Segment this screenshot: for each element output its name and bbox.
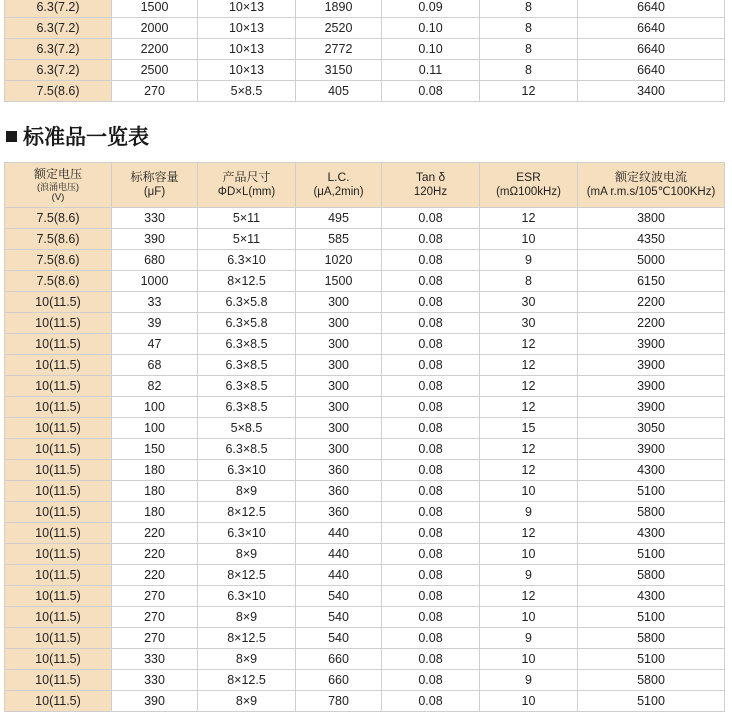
esr-cell: 8 [480, 39, 578, 60]
ripple-cell: 3900 [578, 334, 725, 355]
lc-cell: 540 [296, 586, 382, 607]
lc-cell: 1020 [296, 250, 382, 271]
section-title-text: 标准品一览表 [23, 126, 149, 149]
esr-cell: 8 [480, 60, 578, 81]
esr-cell: 8 [480, 0, 578, 18]
size-cell: 6.3×8.5 [198, 355, 296, 376]
voltage-cell: 10(11.5) [5, 313, 112, 334]
size-cell: 8×12.5 [198, 502, 296, 523]
size-cell: 5×8.5 [198, 81, 296, 102]
table-row [5, 649, 725, 670]
capacitance-cell: 33 [112, 292, 198, 313]
size-cell: 8×9 [198, 481, 296, 502]
voltage-cell: 7.5(8.6) [5, 208, 112, 229]
lc-cell: 2520 [296, 18, 382, 39]
tan-cell: 0.08 [382, 355, 480, 376]
lc-cell: 495 [296, 208, 382, 229]
voltage-cell: 7.5(8.6) [5, 271, 112, 292]
lc-cell: 300 [296, 418, 382, 439]
tan-cell: 0.08 [382, 229, 480, 250]
lc-cell: 440 [296, 544, 382, 565]
lc-cell: 440 [296, 565, 382, 586]
capacitance-cell: 180 [112, 502, 198, 523]
size-cell: 6.3×8.5 [198, 397, 296, 418]
size-cell: 6.3×5.8 [198, 292, 296, 313]
table-row [5, 229, 725, 250]
table-row [5, 292, 725, 313]
capacitance-cell: 2500 [112, 60, 198, 81]
capacitance-cell: 220 [112, 523, 198, 544]
ripple-cell: 3900 [578, 397, 725, 418]
voltage-cell: 10(11.5) [5, 481, 112, 502]
tan-cell: 0.08 [382, 670, 480, 691]
esr-cell: 12 [480, 355, 578, 376]
table-row [5, 18, 725, 39]
header-tan: Tan δ 120Hz [382, 163, 480, 208]
capacitance-cell: 180 [112, 481, 198, 502]
size-cell: 5×11 [198, 208, 296, 229]
tan-cell: 0.08 [382, 208, 480, 229]
bullet-square-icon [6, 131, 17, 142]
tan-cell: 0.11 [382, 60, 480, 81]
table-row [5, 523, 725, 544]
ripple-cell: 4300 [578, 586, 725, 607]
lc-cell: 360 [296, 481, 382, 502]
table-row [5, 250, 725, 271]
table-row [5, 586, 725, 607]
ripple-cell: 3900 [578, 355, 725, 376]
esr-cell: 8 [480, 271, 578, 292]
voltage-cell: 10(11.5) [5, 544, 112, 565]
capacitance-cell: 330 [112, 670, 198, 691]
lc-cell: 540 [296, 607, 382, 628]
ripple-cell: 5800 [578, 670, 725, 691]
ripple-cell: 6150 [578, 271, 725, 292]
capacitance-cell: 1500 [112, 0, 198, 18]
voltage-cell: 6.3(7.2) [5, 60, 112, 81]
ripple-cell: 5800 [578, 628, 725, 649]
voltage-cell: 10(11.5) [5, 523, 112, 544]
size-cell: 6.3×10 [198, 460, 296, 481]
tan-cell: 0.08 [382, 481, 480, 502]
table-row [5, 355, 725, 376]
table-row [5, 376, 725, 397]
table-row [5, 691, 725, 712]
esr-cell: 10 [480, 229, 578, 250]
capacitance-cell: 270 [112, 586, 198, 607]
table-row [5, 334, 725, 355]
ripple-cell: 6640 [578, 60, 725, 81]
esr-cell: 12 [480, 439, 578, 460]
ripple-cell: 5100 [578, 649, 725, 670]
tan-cell: 0.08 [382, 313, 480, 334]
size-cell: 5×11 [198, 229, 296, 250]
capacitance-cell: 220 [112, 565, 198, 586]
capacitance-cell: 82 [112, 376, 198, 397]
header-size: 产品尺寸 ΦD×L(mm) [198, 163, 296, 208]
lc-cell: 300 [296, 292, 382, 313]
capacitance-cell: 270 [112, 81, 198, 102]
ripple-cell: 2200 [578, 292, 725, 313]
lc-cell: 300 [296, 397, 382, 418]
voltage-cell: 10(11.5) [5, 565, 112, 586]
capacitance-cell: 680 [112, 250, 198, 271]
capacitance-cell: 270 [112, 628, 198, 649]
table-row [5, 81, 725, 102]
table-row [5, 418, 725, 439]
ripple-cell: 5800 [578, 502, 725, 523]
size-cell: 6.3×8.5 [198, 334, 296, 355]
ripple-cell: 3050 [578, 418, 725, 439]
capacitance-cell: 150 [112, 439, 198, 460]
size-cell: 6.3×8.5 [198, 439, 296, 460]
table-row [5, 208, 725, 229]
esr-cell: 10 [480, 691, 578, 712]
tan-cell: 0.08 [382, 334, 480, 355]
esr-cell: 30 [480, 292, 578, 313]
esr-cell: 12 [480, 208, 578, 229]
voltage-cell: 7.5(8.6) [5, 229, 112, 250]
lc-cell: 2772 [296, 39, 382, 60]
ripple-cell: 5100 [578, 691, 725, 712]
tan-cell: 0.08 [382, 691, 480, 712]
table-row [5, 628, 725, 649]
esr-cell: 30 [480, 313, 578, 334]
lc-cell: 405 [296, 81, 382, 102]
table-row [5, 502, 725, 523]
lc-cell: 585 [296, 229, 382, 250]
size-cell: 6.3×10 [198, 523, 296, 544]
table-row [5, 0, 725, 18]
tan-cell: 0.08 [382, 586, 480, 607]
lc-cell: 1890 [296, 0, 382, 18]
capacitance-cell: 390 [112, 691, 198, 712]
ripple-cell: 6640 [578, 39, 725, 60]
capacitance-cell: 390 [112, 229, 198, 250]
tan-cell: 0.08 [382, 439, 480, 460]
table-row [5, 397, 725, 418]
voltage-cell: 10(11.5) [5, 691, 112, 712]
table-row [5, 439, 725, 460]
esr-cell: 9 [480, 250, 578, 271]
capacitance-cell: 2000 [112, 18, 198, 39]
lc-cell: 300 [296, 439, 382, 460]
esr-cell: 10 [480, 481, 578, 502]
voltage-cell: 10(11.5) [5, 376, 112, 397]
esr-cell: 8 [480, 18, 578, 39]
lc-cell: 780 [296, 691, 382, 712]
capacitance-cell: 100 [112, 418, 198, 439]
esr-cell: 9 [480, 565, 578, 586]
size-cell: 8×9 [198, 649, 296, 670]
voltage-cell: 10(11.5) [5, 439, 112, 460]
voltage-cell: 10(11.5) [5, 334, 112, 355]
tan-cell: 0.08 [382, 523, 480, 544]
ripple-cell: 6640 [578, 18, 725, 39]
capacitance-cell: 270 [112, 607, 198, 628]
voltage-cell: 10(11.5) [5, 670, 112, 691]
tan-cell: 0.08 [382, 565, 480, 586]
esr-cell: 15 [480, 418, 578, 439]
table-row [5, 670, 725, 691]
tan-cell: 0.09 [382, 0, 480, 18]
lc-cell: 300 [296, 313, 382, 334]
capacitance-cell: 47 [112, 334, 198, 355]
table-row [5, 60, 725, 81]
lc-cell: 1500 [296, 271, 382, 292]
capacitance-cell: 100 [112, 397, 198, 418]
capacitance-cell: 330 [112, 649, 198, 670]
header-capacitance: 标称容量 (μF) [112, 163, 198, 208]
voltage-cell: 10(11.5) [5, 586, 112, 607]
size-cell: 8×12.5 [198, 628, 296, 649]
ripple-cell: 5100 [578, 481, 725, 502]
capacitance-cell: 39 [112, 313, 198, 334]
ripple-cell: 4350 [578, 229, 725, 250]
esr-cell: 9 [480, 502, 578, 523]
header-ripple-current: 额定纹波电流 (mA r.m.s/105℃100KHz) [578, 163, 725, 208]
voltage-cell: 6.3(7.2) [5, 39, 112, 60]
tan-cell: 0.10 [382, 18, 480, 39]
tan-cell: 0.08 [382, 649, 480, 670]
voltage-cell: 10(11.5) [5, 355, 112, 376]
esr-cell: 12 [480, 376, 578, 397]
size-cell: 8×9 [198, 691, 296, 712]
voltage-cell: 10(11.5) [5, 628, 112, 649]
ripple-cell: 5800 [578, 565, 725, 586]
ripple-cell: 5100 [578, 544, 725, 565]
table-row [5, 313, 725, 334]
voltage-cell: 6.3(7.2) [5, 18, 112, 39]
section-title [6, 122, 149, 154]
tan-cell: 0.08 [382, 460, 480, 481]
capacitance-cell: 2200 [112, 39, 198, 60]
esr-cell: 12 [480, 523, 578, 544]
size-cell: 6.3×10 [198, 586, 296, 607]
esr-cell: 12 [480, 81, 578, 102]
tan-cell: 0.08 [382, 418, 480, 439]
lc-cell: 3150 [296, 60, 382, 81]
size-cell: 10×13 [198, 0, 296, 18]
table-row [5, 544, 725, 565]
header-voltage: 额定电压 (浪涌电压) (V) [5, 163, 112, 208]
voltage-cell: 10(11.5) [5, 502, 112, 523]
lc-cell: 360 [296, 460, 382, 481]
voltage-cell: 10(11.5) [5, 418, 112, 439]
voltage-cell: 7.5(8.6) [5, 81, 112, 102]
table-row [5, 271, 725, 292]
esr-cell: 12 [480, 586, 578, 607]
capacitance-cell: 1000 [112, 271, 198, 292]
ripple-cell: 6640 [578, 0, 725, 18]
top-spec-table [4, 0, 725, 102]
ripple-cell: 2200 [578, 313, 725, 334]
tan-cell: 0.08 [382, 250, 480, 271]
size-cell: 6.3×5.8 [198, 313, 296, 334]
ripple-cell: 5100 [578, 607, 725, 628]
ripple-cell: 4300 [578, 523, 725, 544]
esr-cell: 12 [480, 397, 578, 418]
voltage-cell: 10(11.5) [5, 649, 112, 670]
table-row [5, 607, 725, 628]
size-cell: 10×13 [198, 18, 296, 39]
lc-cell: 440 [296, 523, 382, 544]
voltage-cell: 10(11.5) [5, 607, 112, 628]
main-table-body [5, 208, 725, 712]
voltage-cell: 6.3(7.2) [5, 0, 112, 18]
size-cell: 8×12.5 [198, 670, 296, 691]
ripple-cell: 3900 [578, 439, 725, 460]
size-cell: 10×13 [198, 39, 296, 60]
size-cell: 6.3×10 [198, 250, 296, 271]
size-cell: 8×12.5 [198, 565, 296, 586]
header-esr: ESR (mΩ100kHz) [480, 163, 578, 208]
tan-cell: 0.08 [382, 544, 480, 565]
lc-cell: 300 [296, 334, 382, 355]
voltage-cell: 10(11.5) [5, 292, 112, 313]
size-cell: 10×13 [198, 60, 296, 81]
capacitance-cell: 330 [112, 208, 198, 229]
table-row [5, 481, 725, 502]
lc-cell: 300 [296, 376, 382, 397]
esr-cell: 10 [480, 649, 578, 670]
tan-cell: 0.08 [382, 607, 480, 628]
table-row [5, 460, 725, 481]
voltage-cell: 7.5(8.6) [5, 250, 112, 271]
ripple-cell: 3800 [578, 208, 725, 229]
size-cell: 8×9 [198, 544, 296, 565]
lc-cell: 660 [296, 649, 382, 670]
table-header-row [5, 163, 725, 208]
top-table-body [5, 0, 725, 102]
tan-cell: 0.08 [382, 628, 480, 649]
capacitance-cell: 68 [112, 355, 198, 376]
capacitance-cell: 220 [112, 544, 198, 565]
ripple-cell: 5000 [578, 250, 725, 271]
esr-cell: 12 [480, 334, 578, 355]
tan-cell: 0.08 [382, 271, 480, 292]
lc-cell: 360 [296, 502, 382, 523]
lc-cell: 300 [296, 355, 382, 376]
voltage-cell: 10(11.5) [5, 397, 112, 418]
esr-cell: 9 [480, 628, 578, 649]
tan-cell: 0.08 [382, 502, 480, 523]
tan-cell: 0.08 [382, 292, 480, 313]
lc-cell: 540 [296, 628, 382, 649]
size-cell: 5×8.5 [198, 418, 296, 439]
ripple-cell: 3400 [578, 81, 725, 102]
esr-cell: 10 [480, 607, 578, 628]
capacitance-cell: 180 [112, 460, 198, 481]
voltage-cell: 10(11.5) [5, 460, 112, 481]
esr-cell: 9 [480, 670, 578, 691]
header-lc: L.C. (μA,2min) [296, 163, 382, 208]
size-cell: 8×12.5 [198, 271, 296, 292]
table-row [5, 565, 725, 586]
esr-cell: 12 [480, 460, 578, 481]
lc-cell: 660 [296, 670, 382, 691]
standard-products-table [4, 162, 725, 712]
size-cell: 8×9 [198, 607, 296, 628]
tan-cell: 0.08 [382, 81, 480, 102]
tan-cell: 0.10 [382, 39, 480, 60]
tan-cell: 0.08 [382, 397, 480, 418]
ripple-cell: 4300 [578, 460, 725, 481]
ripple-cell: 3900 [578, 376, 725, 397]
esr-cell: 10 [480, 544, 578, 565]
tan-cell: 0.08 [382, 376, 480, 397]
size-cell: 6.3×8.5 [198, 376, 296, 397]
table-row [5, 39, 725, 60]
